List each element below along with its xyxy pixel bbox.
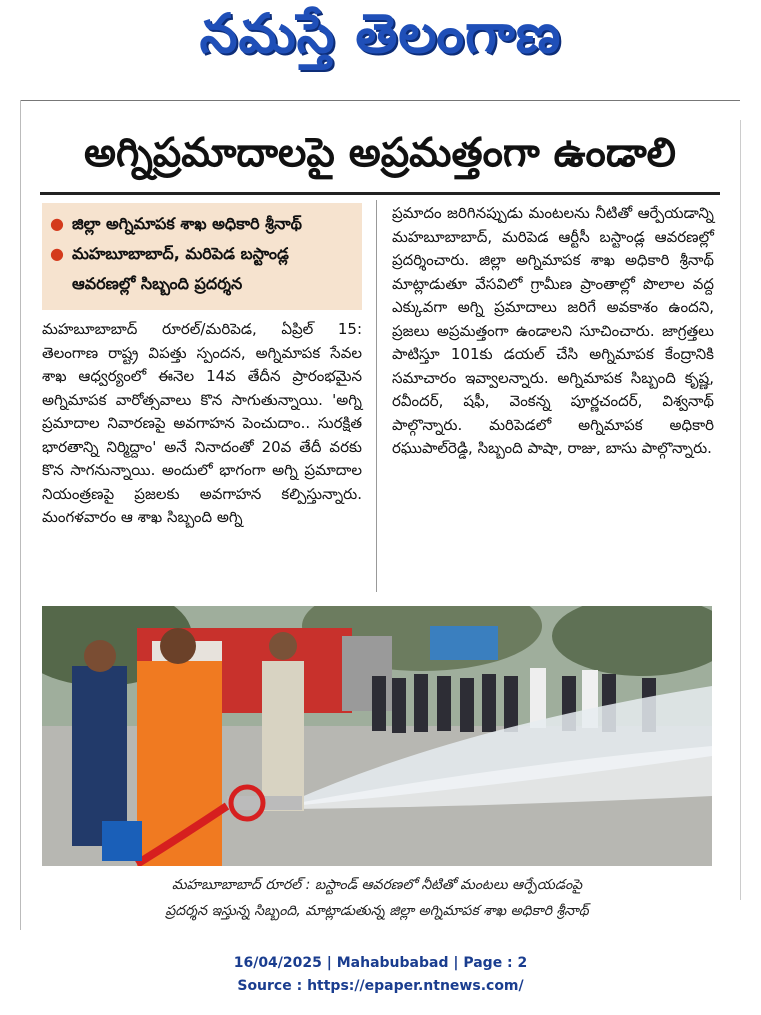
source-link[interactable]: Source : https://epaper.ntnews.com/ <box>237 978 524 994</box>
column-divider <box>376 200 377 592</box>
top-divider <box>20 100 740 101</box>
highlight-item <box>50 209 354 239</box>
bullet-icon: ● <box>50 244 64 263</box>
photo-caption <box>42 872 712 924</box>
edition-info: 16/04/2025 | Mahabubabad | Page : 2 <box>233 955 528 971</box>
article-headline: అగ్నిప్రమాదాలపై అప్రమత్తంగా ఉండాలి <box>40 122 720 195</box>
article-body-left-column: మహబూబాబాద్ రూరల్/మరిపెడ, ఏప్రిల్ 15: తెలంగాణ రాష్ట్ర విపత్తు స్పందన, అగ్నిమాపక సేవల శాఖ ఆధ్వర్యంలో ఈనెల 14వ తేదీన ప్రారంభమైన అగ్నిమాపక వారోత్సవాలు కొన సాగుతున్నాయి. 'అగ్ని ప్రమాదాల నివారణపై అవగాహన పెంచుదాం.. సురక్షిత భారతాన్ని నిర్మిద్దాం' అనే నినాదంతో 20వ తేదీ వరకు కొన సాగనున్నాయి. అందులో భాగంగా అగ్ని ప్రమాదాల నియంత్రణపై ప్రజలకు అవగాహన కల్పిస్తున్నారు. మంగళవారం ఆ శాఖ సిబ్బంది అగ్ని <box>42 320 362 526</box>
fire-drill-photo-illustration <box>42 606 712 866</box>
bullet-icon: ● <box>50 214 64 233</box>
highlight-text: మహబూబాబాద్, మరిపెడ బస్టాండ్ల ఆవరణల్లో సిబ్బంది ప్రదర్శన <box>71 244 289 293</box>
left-border <box>20 100 21 930</box>
caption-line: ప్రదర్శన ఇస్తున్న సిబ్బంది, మాట్లాడుతున్న జిల్లా అగ్నిమాపక శాఖ అధికారి శ్రీనాథ్ <box>165 903 589 919</box>
right-border <box>740 120 741 900</box>
highlight-item <box>50 239 354 299</box>
newspaper-title: నమస్తే తెలంగాణ <box>199 1 562 65</box>
masthead <box>0 0 761 80</box>
page-footer <box>0 952 761 998</box>
highlight-text: జిల్లా అగ్నిమాపక శాఖ అధికారి శ్రీనాథ్ <box>71 214 302 233</box>
article-body-right-column: ప్రమాదం జరిగినప్పుడు మంటలను నీటితో ఆర్పేయడాన్ని మహబూబాబాద్, మరిపెడ ఆర్టీసీ బస్టాండ్ల ఆవరణల్లో ప్రదర్శించారు. జిల్లా అగ్నిమాపక శాఖ అధికారి శ్రీనాథ్ మాట్లాడుతూ వేసవిలో గ్రామీణ ప్రాంతాల్లో పొలాల వద్ద ఎక్కువగా అగ్ని ప్రమాదాలు జరిగే అవకాశం ఉందని, ప్రజలు అప్రమత్తంగా ఉండాలని సూచించారు. జాగ్రత్తలు పాటిస్తూ 101కు డయల్ చేసి అగ్నిమాపక కేంద్రానికి సమాచారం ఇవ్వాలన్నారు. అగ్నిమాపక సిబ్బంది కృష్ణ, రవీందర్, షఫీ, వెంకన్న పూర్ణచందర్, విశ్వనాథ్ పాల్గొన్నారు. మరిపెడలో అగ్నిమాపక అధికారి రఘుపాల్‌రెడ్డి, సిబ్బంది పాషా, రాజు, బాసు పాల్గొన్నారు. <box>392 204 714 457</box>
highlights-box <box>42 203 362 310</box>
article-photo <box>42 606 712 866</box>
caption-line: మహబూబాబాద్ రూరల్ : బస్టాండ్ ఆవరణలో నీటితో మంటలు ఆర్పేయడంపై <box>171 877 583 893</box>
